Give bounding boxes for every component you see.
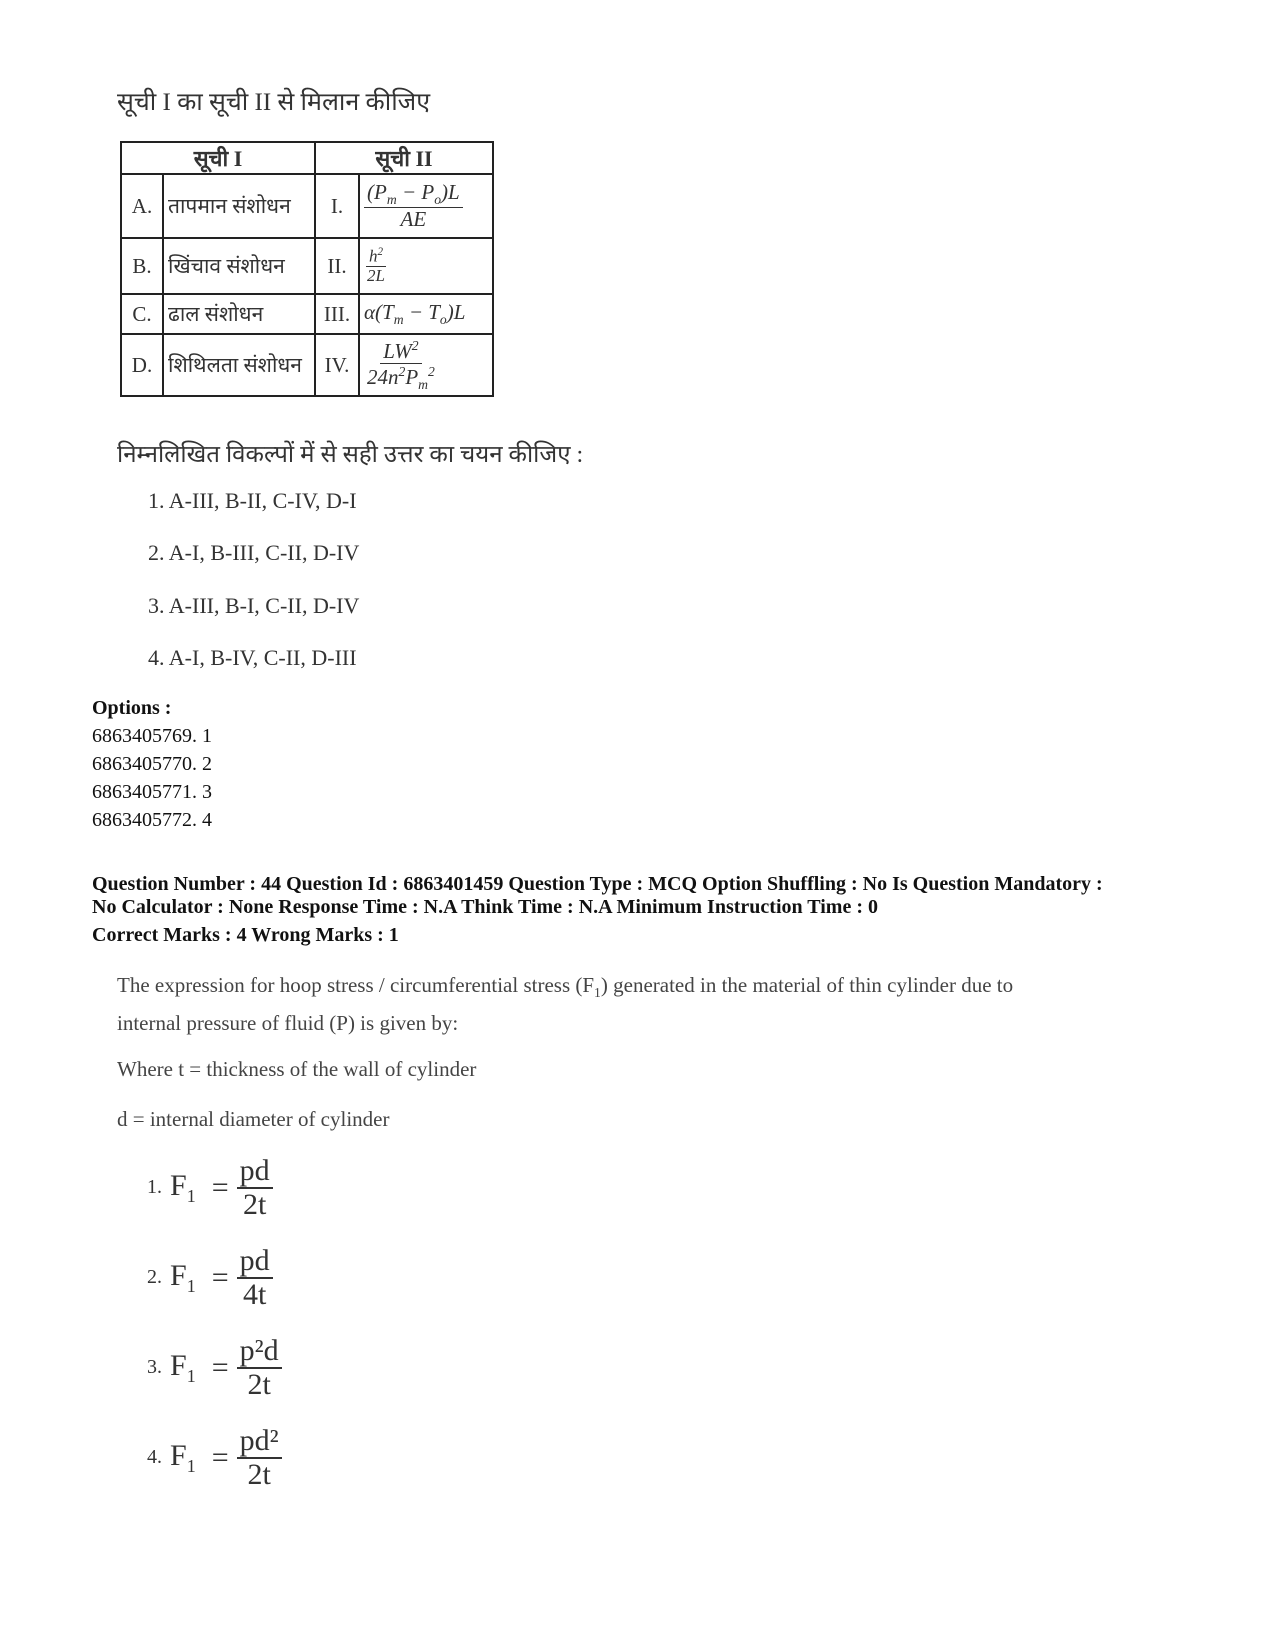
table-row: A. तापमान संशोधन I. $\frac{(P_m - P_o)L}{AE}$ [121,174,493,238]
formula-1: $\frac{(P_m - P_o)L}{AE}$ [359,174,493,238]
table-row: B. खिंचाव संशोधन II. $\frac{h^2}{2L}$ [121,238,493,294]
equation-choice-1: 1. $F_1$ = $\frac{pd}{2t}$ [147,1155,273,1220]
question-text: The expression for hoop stress / circumferential stress $(F_1)$ generated in the material of thin cylinder due to internal pressure of fluid (P) is given by: [117,973,1014,1036]
table-row: D. शिथिलता संशोधन IV. $\frac{LW^2}{24n^2P_m^2}$ [121,334,493,396]
option-id-3: 6863405771. 3 [92,781,212,803]
option-id-2: 6863405770. 2 [92,753,212,775]
option-id-1: 6863405769. 1 [92,725,212,747]
answer-choice-2: 2. A-I, B-III, C-II, D-IV [148,540,360,565]
table-row: C. ढाल संशोधन III. $\alpha(T_m - T_o)L$ [121,294,493,334]
answer-choice-3: 3. A-III, B-I, C-II, D-IV [148,593,360,618]
equation-choice-3: 3. $F_1$ = $\frac{\text{p²d}}{2t}$ [147,1335,282,1400]
formula-3: $\alpha(T_m - T_o)L$ [359,294,493,334]
answer-choice-1: 1. A-III, B-II, C-IV, D-I [148,488,357,513]
list-2-header: सूची II [315,142,493,174]
option-id-4: 6863405772. 4 [92,809,212,831]
question-heading: सूची I का सूची II से मिलान कीजिए [117,89,431,116]
where-d-text: d = internal diameter of cylinder [117,1107,390,1131]
formula-4: $\frac{LW^2}{24n^2P_m^2}$ [359,334,493,396]
equation-choice-2: 2. $F_1$ = $\frac{pd}{4t}$ [147,1245,273,1310]
marks-line: Correct Marks : 4 Wrong Marks : 1 [92,924,399,946]
question-meta-line-1: Question Number : 44 Question Id : 6863401459 Question Type : MCQ Option Shuffling : No Is Question Mandatory : [92,873,1103,895]
question-meta-line-2: No Calculator : None Response Time : N.A Think Time : N.A Minimum Instruction Time : 0 [92,896,878,918]
match-table [120,141,494,397]
formula-2: $\frac{h^2}{2L}$ [359,238,493,294]
options-heading: Options : [92,697,172,719]
equation-choice-4: 4. $F_1$ = $\frac{\text{pd²}}{2t}$ [147,1425,282,1490]
instruction-text: निम्नलिखित विकल्पों में से सही उत्तर का चयन कीजिए : [117,442,584,468]
list-1-header: सूची I [121,142,315,174]
answer-choice-4: 4. A-I, B-IV, C-II, D-III [148,645,357,670]
where-t-text: Where t = thickness of the wall of cylinder [117,1057,477,1081]
